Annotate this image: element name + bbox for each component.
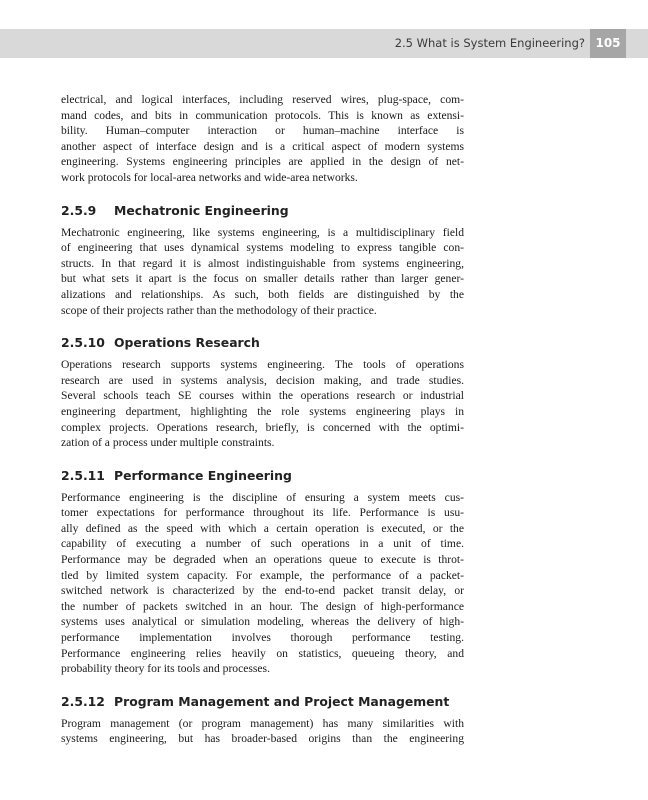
section-heading [61,694,464,710]
text-line: tomer expectations for performance throughout its life. Performance is usu- [61,506,464,520]
text-line: performance implementation involves thorough performance testing. [61,631,464,645]
text-line: scope of their projects rather than the methodology of their practice. [61,303,377,317]
text-line: probability theory for its tools and processes. [61,662,270,676]
text-line: research are used in systems analysis, decision making, and trade studies. [61,373,464,387]
section-paragraph [61,490,464,677]
section-heading [61,468,464,484]
text-line: Program management (or program management) has many similarities with [61,716,464,730]
section-title: Operations Research [114,335,260,351]
section-title: Program Management and Project Management [114,693,450,709]
section-number: 2.5.10 [61,335,105,351]
section-number: 2.5.12 [61,693,105,709]
section-title: Mechatronic Engineering [114,202,289,218]
running-header [0,29,648,58]
running-title: 2.5 What is System Engineering? [394,36,585,50]
section-number: 2.5.9 [61,202,97,218]
page-body [61,92,464,747]
intro-paragraph [61,92,464,186]
section-number: 2.5.11 [61,467,105,483]
text-line: engineering. Systems engineering principles are applied in the design of net- [61,155,464,169]
text-line: tled by limited system capacity. For example, the performance of a packet- [61,568,464,582]
text-line: electrical, and logical interfaces, including reserved wires, plug-space, com- [61,93,464,106]
text-line: another aspect of interface design and is a critical aspect of modern systems [61,139,464,153]
text-line: work protocols for local-area networks and wide-area networks. [61,170,358,184]
text-line: Performance may be degraded when an operations queue to execute is throt- [61,553,464,567]
text-line: Operations research supports systems engineering. The tools of operations [61,358,464,372]
text-line: structs. In that regard it is almost indistinguishable from systems engineering, [61,256,464,270]
text-line: of engineering that uses dynamical systems modeling to express tangible con- [61,241,464,255]
page-number: 105 [590,29,626,58]
text-line: the number of packets switched in an hour. The design of high-performance [61,599,464,613]
section-paragraph [61,716,464,747]
text-line: complex projects. Operations research, briefly, is concerned with the optimi- [61,420,464,434]
section-paragraph [61,225,464,319]
text-line: mand codes, and bits in communication protocols. This is known as extensi- [61,108,464,122]
text-line: capability of executing a number of such operations in a unit of time. [61,537,464,551]
text-line: Mechatronic engineering, like systems engineering, is a multidisciplinary field [61,225,464,239]
text-line: switched network is characterized by the end-to-end packet transit delay, or [61,584,464,598]
text-line: Performance engineering is the discipline of ensuring a system meets cus- [61,490,464,504]
text-line: alizations and relationships. As such, both fields are distinguished by the [61,287,464,301]
text-line: engineering department, highlighting the role systems engineering plays in [61,404,464,418]
text-line: ally defined as the speed with which a certain operation is executed, or the [61,521,464,535]
section-paragraph [61,357,464,451]
text-line: zation of a process under multiple constraints. [61,436,275,450]
text-line: but what sets it apart is the focus on smaller details rather than larger gener- [61,272,464,286]
text-line: systems uses analytical or simulation modeling, whereas the delivery of high- [61,615,464,629]
section-heading [61,203,464,219]
section-heading [61,335,464,351]
text-line: Several schools teach SE courses within the operations research or industrial [61,389,464,403]
text-line: bility. Human–computer interaction or human–machine interface is [61,124,464,138]
text-line: Performance engineering relies heavily on statistics, queueing theory, and [61,646,464,660]
section-title: Performance Engineering [114,467,292,483]
text-line: systems engineering, but has broader-based origins than the engineering [61,732,464,746]
